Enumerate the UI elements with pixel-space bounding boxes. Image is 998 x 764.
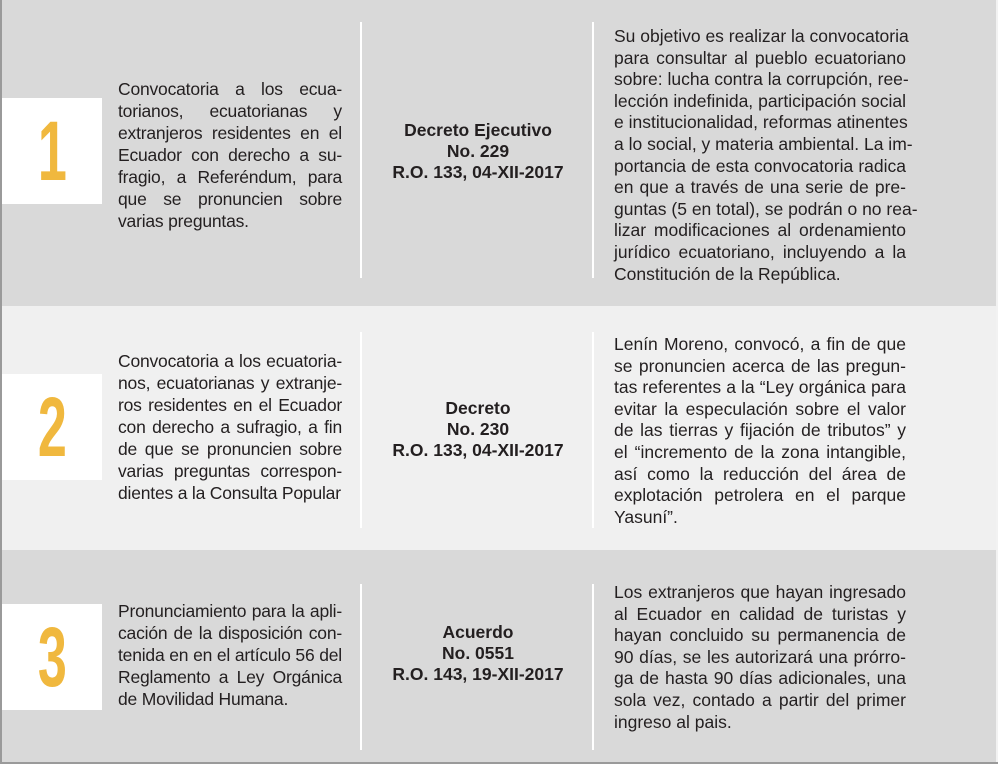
detail-line: hayan concluido su permanencia de xyxy=(614,625,906,646)
detail-line: e institucionalidad, reformas atinentes xyxy=(614,112,908,133)
description-line: tenida en en el artículo 56 del xyxy=(118,645,342,665)
detail-line: tas referentes a la “Ley orgánica para xyxy=(614,377,906,398)
description-line: de Movilidad Humana. xyxy=(118,689,289,709)
detail-line: al Ecuador en calidad de turistas y xyxy=(614,603,906,624)
instrument-number: No. 0551 xyxy=(442,643,514,663)
description-line: Convocatoria a los ecuatoria- xyxy=(118,351,342,371)
column-divider xyxy=(360,332,362,528)
description-line: Reglamento a Ley Orgánica xyxy=(118,667,342,687)
row-description xyxy=(118,600,342,710)
row-number: 1 xyxy=(37,104,67,198)
detail-line: se pronuncien acerca de las pregun- xyxy=(614,355,906,376)
row-detail xyxy=(614,582,906,733)
row-number-box xyxy=(2,374,102,480)
description-line: varias preguntas correspon- xyxy=(118,461,342,481)
instrument-registry: R.O. 133, 04-XII-2017 xyxy=(392,440,564,460)
description-line: ros residentes en el Ecuador xyxy=(118,395,342,415)
description-line: Ecuador con derecho a su- xyxy=(118,145,342,165)
instrument-number: No. 230 xyxy=(446,419,510,439)
detail-line: en que a través de una serie de pre- xyxy=(614,177,906,198)
description-line: fragio, a Referéndum, para xyxy=(118,167,342,187)
detail-line: ga de hasta 90 días adicionales, una xyxy=(614,668,906,689)
row-instrument xyxy=(376,622,580,685)
detail-line: Su objetivo es realizar la convocatoria xyxy=(614,26,909,46)
column-divider xyxy=(592,332,594,528)
instrument-type: Decreto xyxy=(445,398,511,418)
row-number: 3 xyxy=(37,610,67,704)
row-detail xyxy=(614,334,906,528)
instrument-number: No. 229 xyxy=(446,141,510,161)
row-number: 2 xyxy=(37,380,67,474)
detail-line: a lo social, y materia ambiental. La im- xyxy=(614,133,913,154)
description-line: nos, ecuatorianas y extranje- xyxy=(118,373,342,393)
row-instrument xyxy=(376,398,580,461)
detail-line: jurídico ecuatoriano, incluyendo a la xyxy=(614,241,906,262)
row-description xyxy=(118,78,342,232)
detail-line: de las tierras y fijación de tributos” y xyxy=(614,420,906,441)
row-instrument xyxy=(376,120,580,183)
row-number-box xyxy=(2,98,102,204)
detail-line: el “incremento de la zona intangible, xyxy=(614,441,906,462)
column-divider xyxy=(592,584,594,750)
table-row xyxy=(2,550,996,762)
instrument-type: Acuerdo xyxy=(442,622,514,642)
row-detail xyxy=(614,26,918,285)
description-line: de que se pronuncien sobre xyxy=(118,439,342,459)
instrument-type: Decreto Ejecutivo xyxy=(404,120,552,140)
column-divider xyxy=(360,22,362,278)
detail-line: ingreso al pais. xyxy=(614,711,732,732)
description-line: con derecho a sufragio, a fin xyxy=(118,417,342,437)
detail-line: así como la reducción del área de xyxy=(614,463,906,484)
instrument-registry: R.O. 133, 04-XII-2017 xyxy=(392,162,564,182)
description-line: Convocatoria a los ecua- xyxy=(118,79,342,99)
detail-line: para consultar al pueblo ecuatoriano xyxy=(614,47,906,68)
instrument-registry: R.O. 143, 19-XII-2017 xyxy=(392,664,564,684)
description-line: Pronunciamiento para la apli- xyxy=(118,601,342,621)
detail-line: evitar la especulación sobre el valor xyxy=(614,398,906,419)
description-line: que se pronuncien sobre xyxy=(118,189,342,209)
row-description xyxy=(118,350,342,504)
column-divider xyxy=(360,584,362,750)
detail-line: lección indefinida, participación social xyxy=(614,90,906,111)
detail-line: Constitución de la República. xyxy=(614,263,841,284)
detail-line: guntas (5 en total), se podrán o no rea- xyxy=(614,198,918,219)
detail-line: lizar modificaciones al ordenamiento xyxy=(614,220,906,241)
detail-line: portancia de esta convocatoria radica xyxy=(614,155,906,176)
table-row xyxy=(2,0,996,306)
detail-line: sobre: lucha contra la corrupción, ree- xyxy=(614,69,909,90)
row-number-box xyxy=(2,604,102,710)
description-line: dientes a la Consulta Popular xyxy=(118,483,341,503)
detail-line: sola vez, contado a partir del primer xyxy=(614,689,906,710)
column-divider xyxy=(592,22,594,278)
detail-line: Lenín Moreno, convocó, a fin de que xyxy=(614,334,906,354)
detail-line: Yasuní”. xyxy=(614,506,678,527)
description-line: extranjeros residentes en el xyxy=(118,123,342,143)
description-line: cación de la disposición con- xyxy=(118,623,342,643)
description-line: varias preguntas. xyxy=(118,211,249,231)
table-row xyxy=(2,306,996,550)
detail-line: 90 días, se les autorizará una prórro- xyxy=(614,646,906,667)
detail-line: Los extranjeros que hayan ingresado xyxy=(614,582,906,602)
description-line: torianos, ecuatorianas y xyxy=(118,101,342,121)
detail-line: explotación petrolera en el parque xyxy=(614,485,906,506)
